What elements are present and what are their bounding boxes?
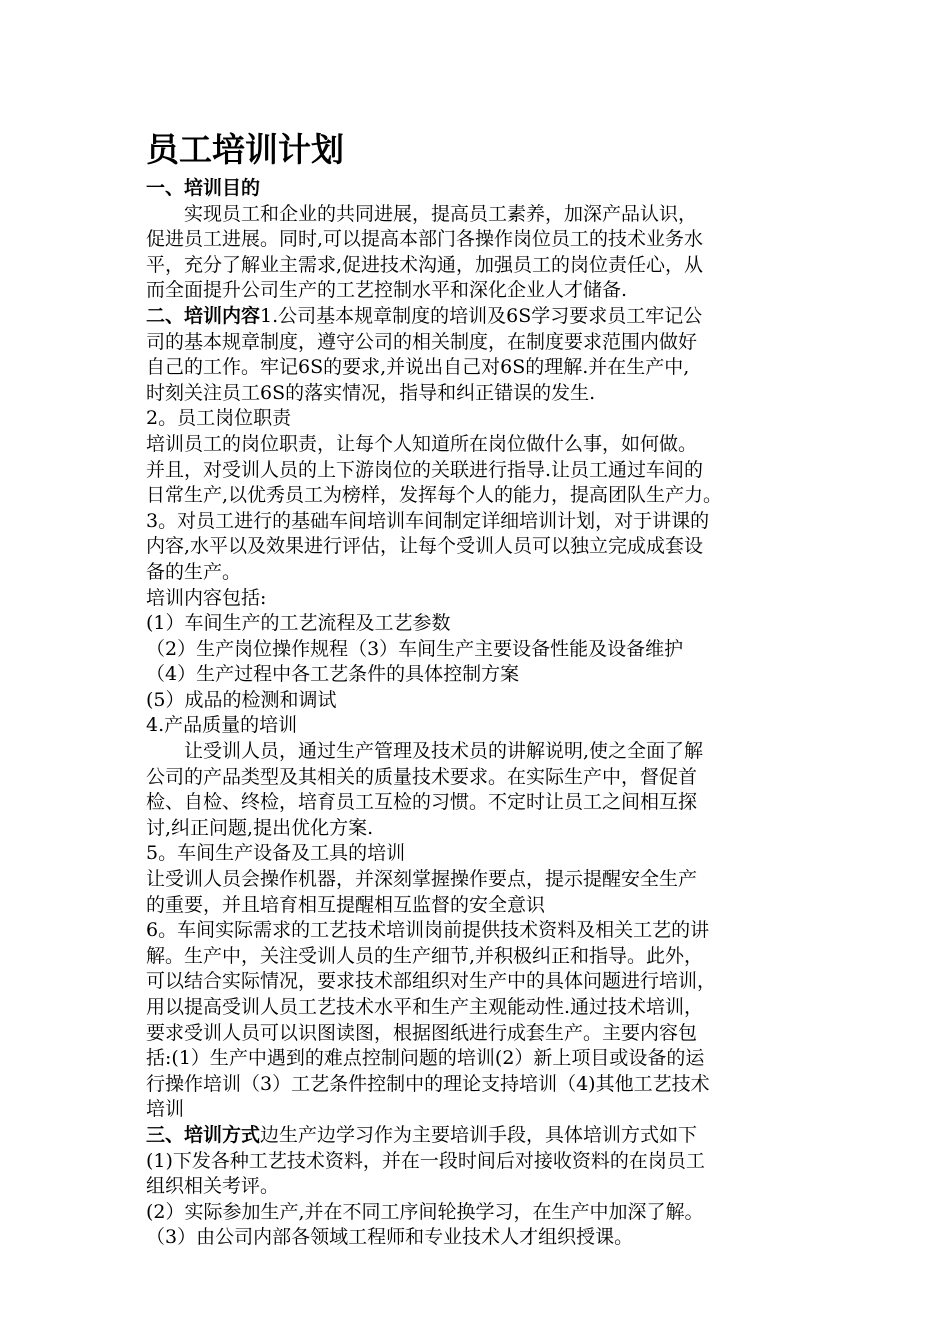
- paragraph-line: 用以提高受训人员工艺技术水平和生产主观能动性.通过技术培训，: [146, 996, 704, 1018]
- paragraph-line: 6。车间实际需求的工艺技术培训岗前提供技术资料及相关工艺的讲: [146, 919, 710, 942]
- list-item: (5）成品的检测和调试: [146, 688, 337, 711]
- paragraph-line: 3。对员工进行的基础车间培训车间制定详细培训计划，对于讲课的: [146, 509, 710, 532]
- list-item: （4）生产过程中各工艺条件的具体控制方案: [146, 663, 520, 686]
- section-heading-method: 三、培训方式: [146, 1123, 261, 1146]
- document-page: [146, 128, 826, 1251]
- paragraph-line: 内容,水平以及效果进行评估，让每个受训人员可以独立完成成套设: [146, 535, 704, 558]
- paragraph-line: 的重要，并且培育相互提醒相互监督的安全意识: [146, 893, 546, 916]
- paragraph-line: 括:(1）生产中遇到的难点控制问题的培训(2）新上项目或设备的运: [146, 1047, 705, 1070]
- section-content-first-line: [146, 304, 826, 330]
- paragraph-line: 自己的工作。牢记6S的要求,并说出自己对6S的理解.并在生产中,: [146, 356, 690, 379]
- paragraph-line: 平，充分了解业主需求,促进技术沟通，加强员工的岗位责任心，从: [146, 253, 704, 276]
- paragraph-line: 组织相关考评。: [146, 1175, 280, 1198]
- paragraph-line: 让受训人员会操作机器，并深刻掌握操作要点，提示提醒安全生产: [146, 868, 698, 891]
- list-item: （2）生产岗位操作规程（3）车间生产主要设备性能及设备维护: [146, 637, 684, 660]
- paragraph-line: 让受训人员，通过生产管理及技术员的讲解说明,使之全面了解: [184, 740, 704, 763]
- section-heading-purpose: 一、培训目的: [146, 177, 261, 199]
- paragraph-line: 备的生产。: [146, 560, 242, 583]
- paragraph-line: 检、自检、终检，培育员工互检的习惯。不定时让员工之间相互探: [146, 791, 698, 814]
- paragraph-line: 培训内容包括:: [146, 586, 267, 609]
- paragraph-line: 而全面提升公司生产的工艺控制水平和深化企业人才储备.: [146, 279, 628, 302]
- paragraph-line: 司的基本规章制度，遵守公司的相关制度，在制度要求范围内做好: [146, 330, 698, 353]
- paragraph-line: (1)下发各种工艺技术资料，并在一段时间后对接收资料的在岗员工: [146, 1149, 705, 1172]
- paragraph-line: 实现员工和企业的共同进展，提高员工素养，加深产品认识，: [184, 202, 698, 225]
- section-heading-content: 二、培训内容: [146, 304, 261, 327]
- paragraph-line: 可以结合实际情况，要求技术部组织对生产中的具体问题进行培训，: [146, 970, 717, 993]
- paragraph-line: 5。车间生产设备及工具的培训: [146, 842, 406, 865]
- paragraph-line: 培训员工的岗位职责，让每个人知道所在岗位做什么事，如何做。: [146, 432, 698, 455]
- paragraph-line: (2）实际参加生产,并在不同工序间轮换学习，在生产中加深了解。: [146, 1200, 704, 1223]
- paragraph-text: 1.公司基本规章制度的培训及6S学习要求员工牢记公: [260, 304, 703, 327]
- paragraph-line: 要求受训人员可以识图读图，根据图纸进行成套生产。主要内容包: [146, 1021, 698, 1044]
- paragraph-text: 边生产边学习作为主要培训手段，具体培训方式如下: [260, 1123, 698, 1146]
- section-method-first-line: [146, 1123, 826, 1149]
- paragraph-line: 公司的产品类型及其相关的质量技术要求。在实际生产中，督促首: [146, 765, 698, 788]
- paragraph-line: 2。员工岗位职责: [146, 407, 292, 430]
- paragraph-line: （3）由公司内部各领域工程师和专业技术人才组织授课。: [146, 1226, 634, 1249]
- paragraph-line: 日常生产,以优秀员工为榜样，发挥每个人的能力，提高团队生产力。: [146, 484, 723, 507]
- paragraph-line: 促进员工进展。同时,可以提高本部门各操作岗位员工的技术业务水: [146, 228, 704, 251]
- paragraph-line: 时刻关注员工6S的落实情况，指导和纠正错误的发生.: [146, 381, 596, 404]
- paragraph-line: 讨,纠正问题,提出优化方案.: [146, 816, 374, 839]
- list-item: (1）车间生产的工艺流程及工艺参数: [146, 612, 451, 635]
- paragraph-line: 培训: [146, 1098, 185, 1121]
- paragraph-line: 行操作培训（3）工艺条件控制中的理论支持培训（4)其他工艺技术: [146, 1072, 710, 1095]
- paragraph-line: 4.产品质量的培训: [146, 714, 298, 737]
- paragraph-line: 并且，对受训人员的上下游岗位的关联进行指导.让员工通过车间的: [146, 458, 704, 481]
- paragraph-line: 解。生产中，关注受训人员的生产细节,并积极纠正和指导。此外，: [146, 944, 704, 967]
- page-title: 员工培训计划: [146, 130, 344, 169]
